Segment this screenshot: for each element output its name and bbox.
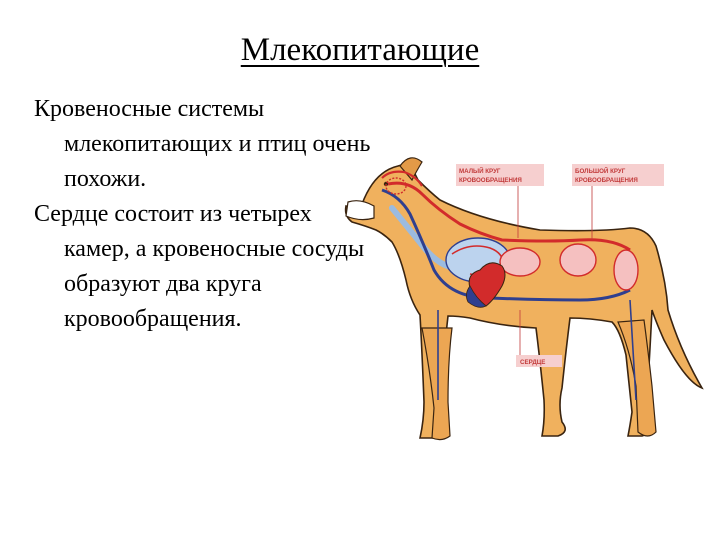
paragraph-heart-chambers: Сердце состоит из четырех камер, а кровеносные сосуды образуют два круга кровообращения. xyxy=(34,201,365,332)
gut-capillaries xyxy=(560,244,596,276)
kidney-capillaries xyxy=(614,250,638,290)
label-heart-text: СЕРДЦЕ xyxy=(520,359,546,366)
dog-circulatory-diagram xyxy=(330,150,720,450)
label-big-circle-line1: БОЛЬШОЙ КРУГ xyxy=(575,168,626,175)
dog-muzzle xyxy=(346,201,374,220)
label-small-circle-line2: КРОВООБРАЩЕНИЯ xyxy=(459,177,522,184)
paragraph-similarity: Кровеносные системы млекопитающих и птиц очень похожи. xyxy=(34,96,371,192)
slide-title-text: Млекопитающие xyxy=(240,32,480,68)
slide-text xyxy=(34,92,374,337)
slide-title xyxy=(0,30,720,70)
liver-capillaries xyxy=(500,248,540,276)
dog-illustration xyxy=(330,150,720,450)
label-big-circle-line2: КРОВООБРАЩЕНИЯ xyxy=(575,177,638,184)
label-small-circle-line1: МАЛЫЙ КРУГ xyxy=(459,168,501,175)
